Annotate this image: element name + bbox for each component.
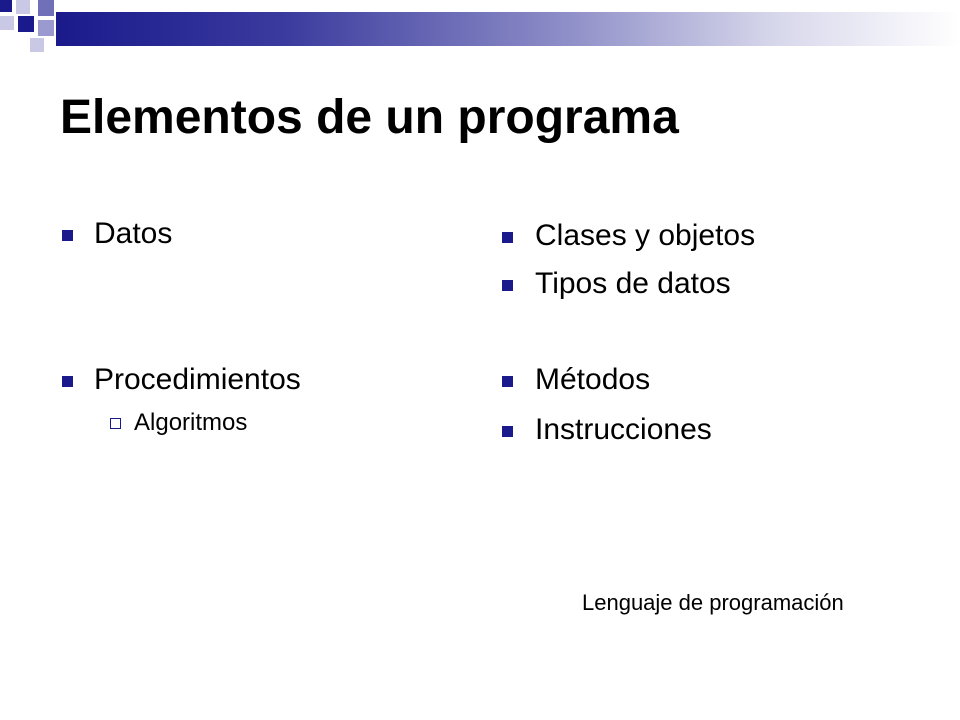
header-gradient-bar — [56, 12, 960, 46]
sub-list-item-algoritmos: Algoritmos — [134, 409, 248, 436]
square-bullet-icon — [502, 280, 513, 291]
square-bullet-icon — [62, 230, 73, 241]
decorative-square — [18, 16, 34, 32]
slide-title: Elementos de un programa — [60, 91, 679, 144]
square-bullet-icon — [502, 232, 513, 243]
decorative-square — [38, 20, 54, 36]
square-bullet-icon — [502, 426, 513, 437]
decorative-square — [16, 0, 30, 14]
list-item-instrucciones: Instrucciones — [535, 413, 712, 446]
hollow-square-bullet-icon — [110, 418, 121, 429]
list-item-clases-y-objetos: Clases y objetos — [535, 219, 756, 252]
list-item-datos: Datos — [94, 217, 173, 250]
list-item-procedimientos: Procedimientos — [94, 363, 301, 396]
decorative-square — [0, 0, 12, 12]
decorative-square — [30, 38, 44, 52]
decorative-square — [0, 16, 14, 30]
square-bullet-icon — [502, 376, 513, 387]
list-item-metodos: Métodos — [535, 363, 651, 396]
footer-label: Lenguaje de programación — [582, 590, 844, 615]
list-item-tipos-de-datos: Tipos de datos — [535, 267, 731, 300]
square-bullet-icon — [62, 376, 73, 387]
decorative-square — [38, 0, 54, 16]
